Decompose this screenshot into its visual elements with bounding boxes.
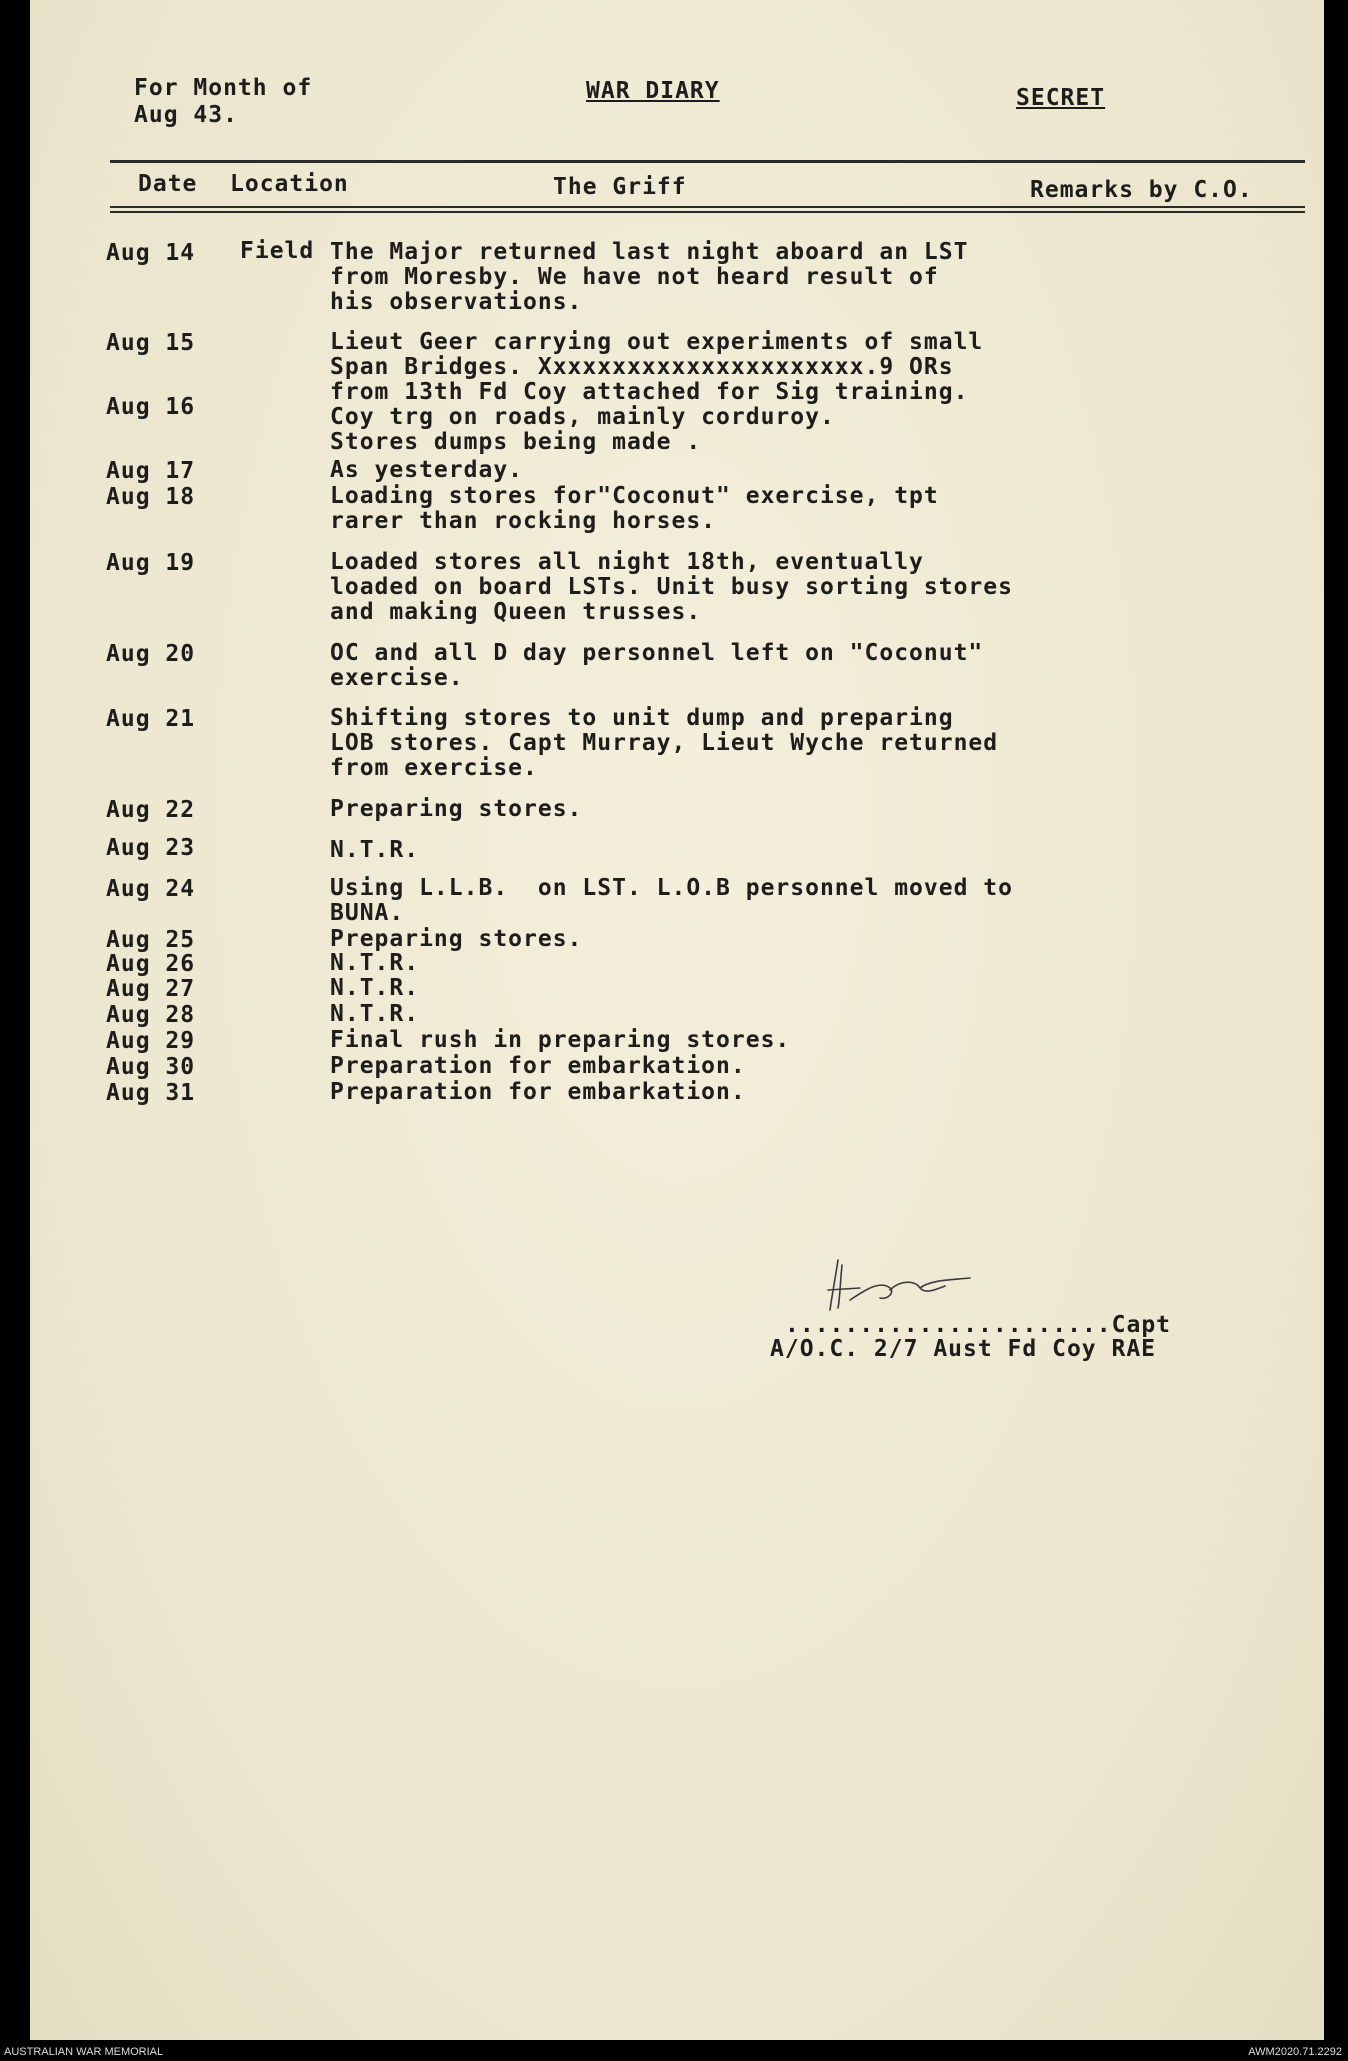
entry-text: Preparation for embarkation. [330, 1079, 746, 1105]
month-label: For Month of [134, 75, 313, 101]
entry-date: Aug 15 [106, 330, 196, 356]
entry-date: Aug 29 [106, 1028, 196, 1054]
entry-text: N.T.R. [330, 975, 420, 1001]
entry-text: Preparing stores. [330, 796, 583, 822]
entry-date: Aug 28 [106, 1002, 196, 1028]
entry-location: Field [240, 238, 315, 264]
signatory-title: A/O.C. 2/7 Aust Fd Coy RAE [770, 1336, 1157, 1362]
entry-date: Aug 31 [106, 1080, 196, 1106]
entry-text: Loading stores for"Coconut" exercise, tpt rarer than rocking horses. [330, 483, 939, 534]
entry-text: Lieut Geer carrying out experiments of small Span Bridges. Xxxxxxxxxxxxxxxxxxxxxx.9 ORs from 13th Fd Coy attached for Sig training. [330, 329, 984, 405]
header-rule-bottom-1 [110, 206, 1305, 208]
entry-text: N.T.R. [330, 837, 420, 863]
archive-reference: AWM2020.71.2292 [1248, 2046, 1342, 2058]
entry-date: Aug 21 [106, 706, 196, 732]
entry-text: As yesterday. [330, 457, 524, 483]
entry-text: N.T.R. [330, 1001, 420, 1027]
signature-dots: ......................Capt [785, 1312, 1172, 1338]
entry-date: Aug 23 [106, 835, 196, 861]
column-unit: The Griff [553, 174, 687, 200]
entry-date: Aug 30 [106, 1054, 196, 1080]
column-location: Location [230, 171, 349, 197]
month-value: Aug 43. [134, 102, 238, 128]
entry-date: Aug 25 [106, 927, 196, 953]
archive-name: AUSTRALIAN WAR MEMORIAL [4, 2046, 164, 2058]
classification-stamp: SECRET [1016, 85, 1106, 111]
column-remarks: Remarks by C.O. [1030, 177, 1253, 203]
entry-text: OC and all D day personnel left on "Coconut" exercise. [330, 640, 984, 691]
entry-date: Aug 20 [106, 641, 196, 667]
header-rule-bottom-2 [110, 211, 1305, 213]
entry-text: Coy trg on roads, mainly corduroy. Stores dumps being made . [330, 404, 835, 455]
entry-date: Aug 19 [106, 550, 196, 576]
entry-text: Using L.L.B. on LST. L.O.B personnel moved to BUNA. [330, 875, 1013, 926]
entry-date: Aug 26 [106, 951, 196, 977]
entry-date: Aug 24 [106, 876, 196, 902]
entry-text: Preparing stores. [330, 926, 583, 952]
entry-text: Preparation for embarkation. [330, 1053, 746, 1079]
entry-date: Aug 17 [106, 458, 196, 484]
entry-text: Shifting stores to unit dump and preparing LOB stores. Capt Murray, Lieut Wyche returned from exercise. [330, 705, 999, 781]
entry-date: Aug 27 [106, 976, 196, 1002]
header-rule-top [110, 160, 1305, 163]
entry-text: Final rush in preparing stores. [330, 1027, 791, 1053]
column-date: Date [138, 171, 198, 197]
document-title: WAR DIARY [586, 78, 720, 104]
archive-footer [0, 2043, 1348, 2061]
entry-text: N.T.R. [330, 950, 420, 976]
entry-date: Aug 16 [106, 394, 196, 420]
entry-date: Aug 18 [106, 484, 196, 510]
entry-text: Loaded stores all night 18th, eventually loaded on board LSTs. Unit busy sorting stores and making Queen trusses. [330, 549, 1013, 625]
handwritten-signature [820, 1250, 980, 1320]
entry-date: Aug 14 [106, 240, 196, 266]
entry-text: The Major returned last night aboard an LST from Moresby. We have not heard result of his observations. [330, 239, 969, 315]
entry-date: Aug 22 [106, 797, 196, 823]
